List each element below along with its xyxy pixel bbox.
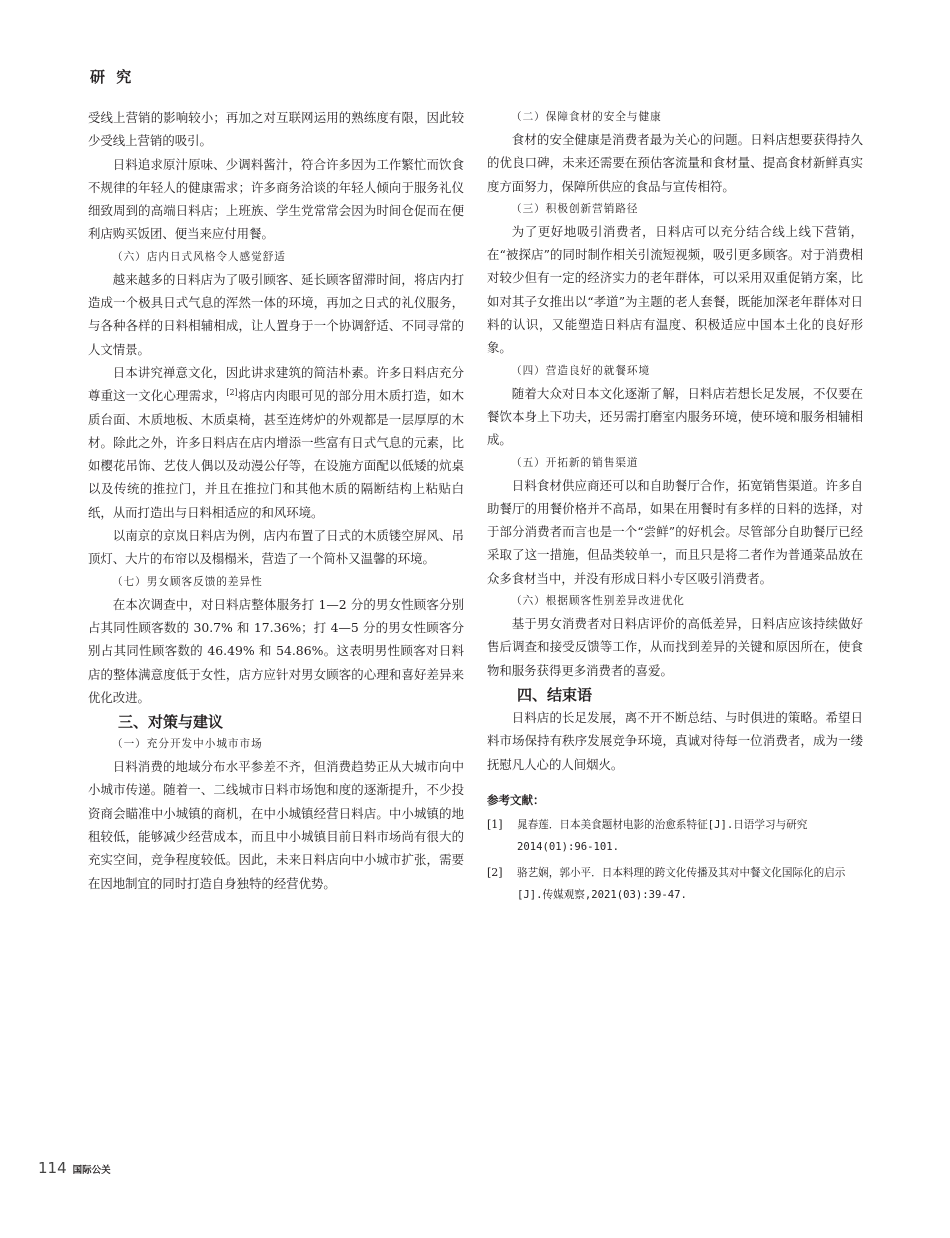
journal-name: 国际公关 bbox=[72, 1165, 111, 1176]
subsection-heading: （一）充分开发中小城市市场 bbox=[112, 738, 263, 751]
paragraph: 日料追求原汁原味、少调料酱汁，符合许多因为工作繁忙而饮食不规律的年轻人的健康需求；许多商务洽谈的年轻人倾向于服务礼仪细致周到的高端日料店；上班族、学生党常常会因为时间仓促而在便利店购买饭团、便当来应付用餐。 bbox=[88, 156, 464, 242]
reference-number: [1] bbox=[487, 817, 503, 831]
left-column bbox=[88, 106, 464, 895]
section-header: 研 究 bbox=[90, 68, 135, 86]
paragraph: 为了更好地吸引消费者，日料店可以充分结合线上线下营销，在“被探店”的同时制作相关引流短视频，吸引更多顾客。对于消费相对较少但有一定的经济实力的老年群体，可以采用双重促销方案，比如对其子女推出以“孝道”为主题的老人套餐，既能加深老年群体对日料的认识，又能塑造日料店有温度、积极适应中国本土化的良好形象。 bbox=[487, 223, 863, 356]
paragraph: 以南京的京岚日料店为例，店内布置了日式的木质镂空屏风、吊顶灯、大片的布帘以及榻榻米，营造了一个简朴又温馨的环境。 bbox=[88, 528, 464, 567]
reference-item bbox=[487, 862, 863, 906]
subsection-heading: （四）营造良好的就餐环境 bbox=[511, 364, 651, 377]
paragraph: 在本次调查中，对日料店整体服务打 1—2 分的男女性顾客分别占其同性顾客数的 30.7% 和 17.36%；打 4—5 分的男女性顾客分别占其同性顾客数的 46.49% 和 54.86%。这表明男性顾客对日料店的整体满意度低于女性，店方应针对男女顾客的心理和喜好差异来优化改进。 bbox=[88, 596, 464, 705]
reference-item bbox=[487, 814, 863, 858]
subsection-heading: （六）根据顾客性别差异改进优化 bbox=[511, 595, 685, 608]
references-title: 参考文献： bbox=[487, 792, 545, 807]
paragraph: 日料店的长足发展，离不开不断总结、与时俱进的策略。希望日料市场保持有秩序发展竞争环境，真诚对待每一位消费者，成为一缕抚慰凡人心的人间烟火。 bbox=[487, 709, 863, 772]
subsection-heading: （七）男女顾客反馈的差异性 bbox=[112, 575, 263, 588]
right-column bbox=[487, 106, 863, 910]
subsection-heading: （三）积极创新营销路径 bbox=[511, 202, 639, 215]
reference-text: 骆艺娴，郭小平．日本料理的跨文化传播及其对中餐文化国际化的启示[J].传媒观察,2021(03):39-47. bbox=[517, 866, 846, 901]
subsection-heading: （二）保障食材的安全与健康 bbox=[511, 111, 662, 123]
paragraph: 受线上营销的影响较小；再加之对互联网运用的熟练度有限，因此较少受线上营销的吸引。 bbox=[88, 110, 464, 149]
subsection-heading: （五）开拓新的销售渠道 bbox=[511, 456, 639, 469]
reference-text: 晁春莲．日本美食题材电影的治愈系特征[J].日语学习与研究2014(01):96-101. bbox=[517, 818, 808, 853]
reference-number: [2] bbox=[487, 865, 503, 879]
paragraph-with-citation bbox=[88, 361, 464, 524]
paragraph: 日料食材供应商还可以和自助餐厅合作，拓宽销售渠道。许多自助餐厅的用餐价格并不高昂，如果在用餐时有多样的日料的选择，对于部分消费者而言也是一个“尝鲜”的好机会。尽管部分自助餐厅已经采取了这一措施，但品类较单一，而且只是将二者作为普通菜品放在众多食材当中，并没有形成日料小专区吸引消费者。 bbox=[487, 477, 863, 586]
section-heading: 四、结束语 bbox=[517, 685, 593, 704]
citation-mark: [2] bbox=[226, 388, 238, 398]
paragraph-text: 日本讲究禅意文化，因此讲求建筑的简洁朴素。许多日料店充分尊重这一文化心理需求， bbox=[88, 364, 464, 404]
paragraph-text: 将店内肉眼可见的部分用木质打造，如木质台面、木质地板、木质桌椅，甚至连烤炉的外观都是一层厚厚的木材。除此之外，许多日料店在店内增添一些富有日式气息的元素，比如樱花吊饰、艺伎人偶以及动漫公仔等，在设施方面配以低矮的炕桌以及传统的推拉门，并且在推拉门和其他木质的隔断结构上粘贴白纸，从而打造出与日料相适应的和风环境。 bbox=[88, 388, 465, 520]
section-heading: 三、对策与建议 bbox=[118, 713, 224, 732]
paragraph: 日料消费的地域分布水平参差不齐，但消费趋势正从大城市向中小城市传递。随着一、二线城市日料市场饱和度的逐渐提升，不少投资商会瞄准中小城镇的商机，在中小城镇经营日料店。中小城镇的地租较低，能够减少经营成本，而且中小城镇目前日料市场尚有很大的充实空间，竞争程度较低。因此，未来日料店向中小城市扩张，需要在因地制宜的同时打造自身独特的经营优势。 bbox=[88, 759, 464, 891]
subsection-heading: （六）店内日式风格令人感觉舒适 bbox=[112, 250, 286, 263]
paragraph: 基于男女消费者对日料店评价的高低差异，日料店应该持续做好售后调查和接受反馈等工作，从而找到差异的关键和原因所在，使食物和服务获得更多消费者的喜爱。 bbox=[487, 616, 863, 678]
page-number: 114 bbox=[38, 1159, 67, 1177]
paragraph: 食材的安全健康是消费者最为关心的问题。日料店想要获得持久的优良口碑，未来还需要在预估客流量和食材量、提高食材新鲜真实度方面努力，保障所供应的食品与宣传相符。 bbox=[487, 132, 863, 194]
page-footer bbox=[38, 1159, 111, 1177]
paragraph: 越来越多的日料店为了吸引顾客、延长顾客留滞时间，将店内打造成一个极具日式气息的浑然一体的环境，再加之日式的礼仪服务，与各种各样的日料相辅相成，让人置身于一个协调舒适、不同寻常的人文情景。 bbox=[88, 271, 464, 357]
paragraph: 随着大众对日本文化逐渐了解，日料店若想长足发展，不仅要在餐饮本身上下功夫，还另需打磨室内服务环境，使环境和服务相辅相成。 bbox=[487, 385, 863, 448]
